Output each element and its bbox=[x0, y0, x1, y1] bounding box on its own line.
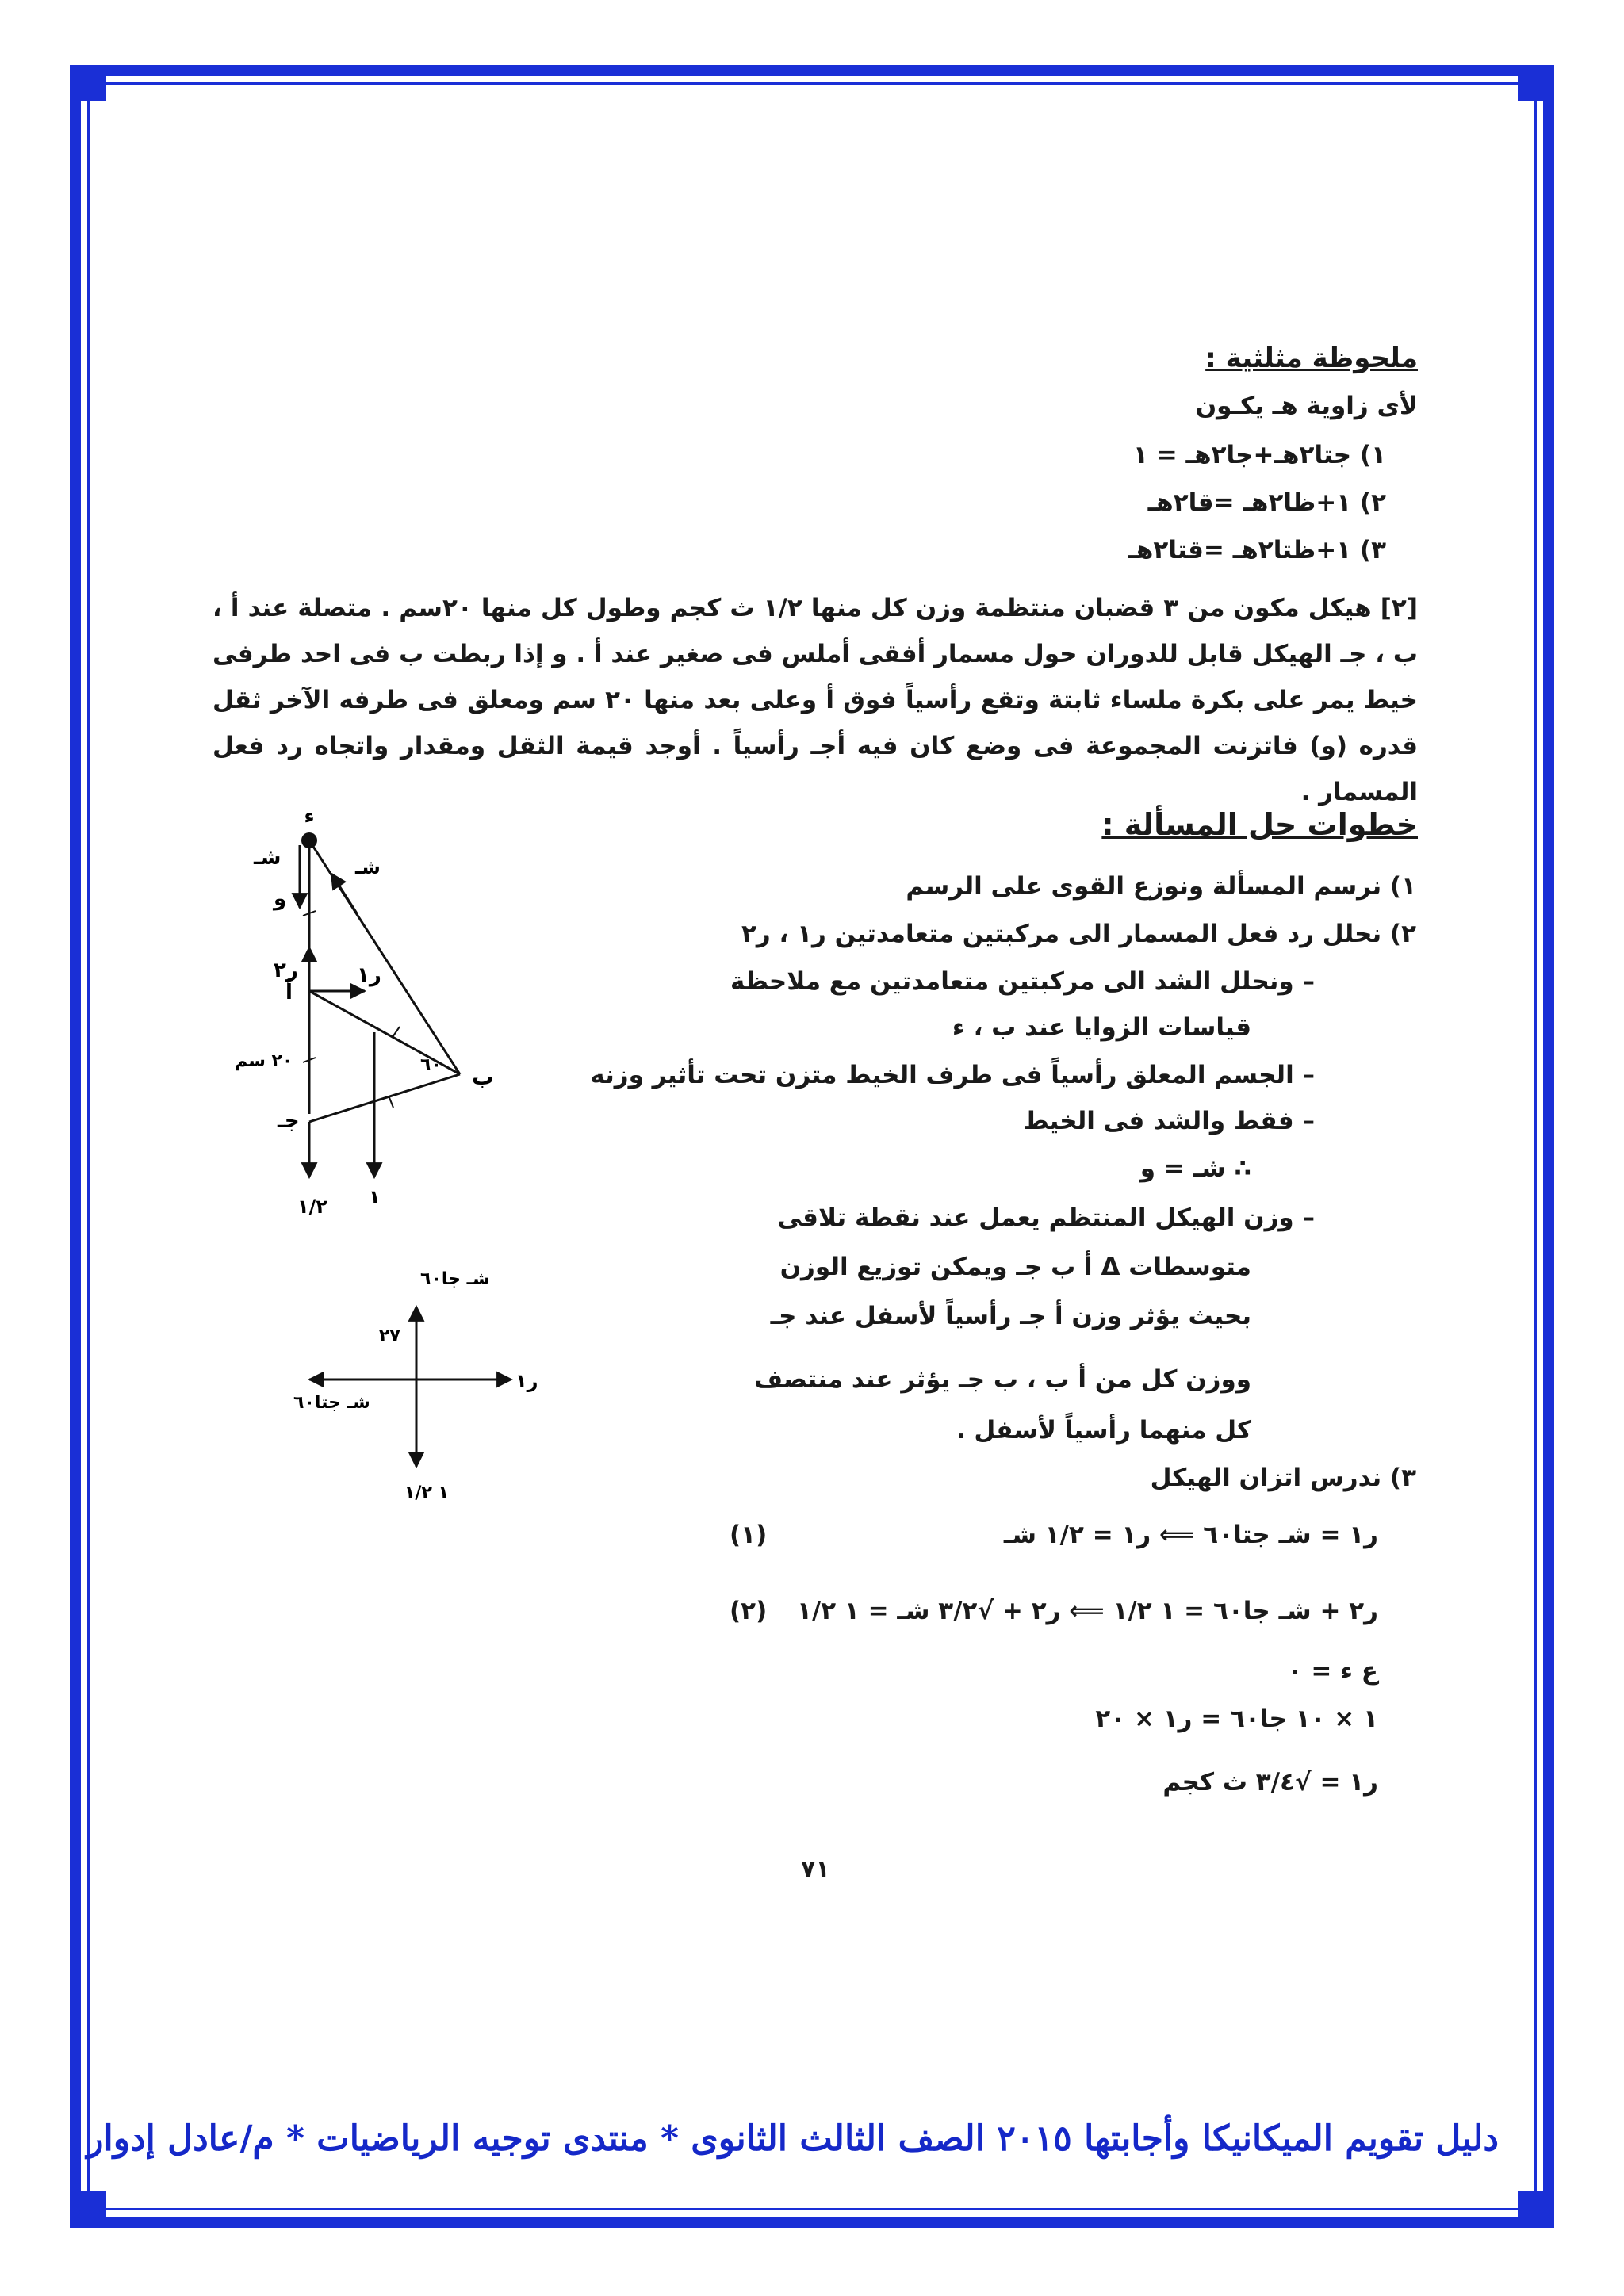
step-3: ٣) ندرس اتزان الهيكل bbox=[1150, 1464, 1416, 1492]
label-top-point: ء bbox=[304, 805, 315, 828]
label-right: ر١ bbox=[515, 1370, 538, 1392]
step-2c-cont1: متوسطات Δ أ ب جـ ويمكن توزيع الوزن bbox=[779, 1253, 1251, 1281]
equation-1: ر١ = شـ جتا٦٠ ⟸ ر١ = ١/٢ شـ bbox=[1003, 1521, 1378, 1549]
step-1: ١) نرسم المسألة ونوزع القوى على الرسم bbox=[906, 872, 1416, 901]
identity-1: ١) جتا٢هـ+جا٢هـ = ١ bbox=[1133, 441, 1386, 469]
problem-text: [٢] هيكل مكون من ٣ قضبان منتظمة وزن كل منها ١/٢ ث كجم وطول كل منها ٢٠سم . متصلة عند أ ، ب ، جـ الهيكل قابل للدوران حول مسمار أفقى أملس فى صغير عند أ . و إذا ربطت ب فى احد طرفى خيط يمر على بكرة ملساء ثابتة وتقع رأسياً فوق أ وعلى بعد منها ٢٠ سم ومعلق فى طرفه الآخر ثقل قدره (و) فاتزنت المجموعة فى وضع كان فيه أجـ رأسياً . أوجد قيمة الثقل ومقدار واتجاه رد فعل المسمار . bbox=[213, 594, 1418, 806]
label-load-one: ١ bbox=[369, 1186, 381, 1208]
label-up-value: ٢٧ bbox=[379, 1326, 400, 1346]
step-2a: – ونحلل الشد الى مركبتين متعامدتين مع ملاحظة bbox=[730, 967, 1315, 996]
step-2c-cont3: ووزن كل من أ ب ، ب جـ يؤثر عند منتصف bbox=[754, 1365, 1251, 1394]
step-2a-cont: قياسات الزوايا عند ب ، ء bbox=[952, 1013, 1251, 1042]
label-down: ١ ١/٢ bbox=[404, 1483, 449, 1503]
label-weight-w: و bbox=[274, 887, 287, 911]
label-angle: ٦٠ bbox=[420, 1055, 442, 1075]
identity-2: ٢) ١+ظا٢هـ =قا٢هـ bbox=[1147, 488, 1386, 517]
equation-2: ر٢ + شـ جا٦٠ = ١ ١/٢ ⟸ ر٢ + √٣/٢ شـ = ١ ١/٢ bbox=[796, 1597, 1378, 1625]
label-up-top: شـ جا٦٠ bbox=[420, 1269, 490, 1289]
note-title: ملحوظة مثلثية : bbox=[1205, 342, 1418, 374]
step-2c-cont4: كل منهما رأسياً لأسفل . bbox=[956, 1416, 1251, 1445]
page-number: ٧١ bbox=[801, 1855, 830, 1883]
label-point-j: جـ bbox=[278, 1109, 300, 1133]
label-length: ٢٠ سم bbox=[235, 1051, 293, 1071]
equation-2-number: (٢) bbox=[730, 1597, 768, 1625]
step-2b-cont: – فقط والشد فى الخيط bbox=[1023, 1107, 1315, 1135]
step-2: ٢) نحلل رد فعل المسمار الى مركبتين متعامدتين ر١ ، ر٢ bbox=[741, 920, 1416, 948]
equation-5: ر١ = √٣/٤ ث كجم bbox=[1162, 1768, 1378, 1797]
equation-1-number: (١) bbox=[730, 1521, 768, 1549]
solution-heading: خطوات حل المسألة : bbox=[1101, 807, 1418, 842]
label-tension-left: شـ bbox=[254, 846, 282, 870]
step-2b: – الجسم المعلق رأسياً فى طرف الخيط متزن تحت تأثير وزنه bbox=[590, 1061, 1315, 1089]
equation-4: ١ × ١٠ جا٦٠ = ر١ × ٢٠ bbox=[1095, 1705, 1378, 1733]
note-intro: لأى زاوية هـ يكـون bbox=[1195, 392, 1418, 420]
step-therefore: ∴ شـ = و bbox=[1139, 1154, 1251, 1183]
label-load-half: ١/٢ bbox=[297, 1196, 328, 1218]
label-r1: ر١ bbox=[357, 963, 381, 987]
equation-3: ع ء = ٠ bbox=[1287, 1657, 1378, 1686]
label-left: شـ جتا٦٠ bbox=[293, 1393, 370, 1413]
label-r2: ر٢ bbox=[274, 959, 298, 982]
identity-3: ٣) ١+ظتا٢هـ =قتا٢هـ bbox=[1128, 536, 1386, 564]
label-tension-diag: شـ bbox=[355, 856, 381, 878]
components-diagram bbox=[278, 1261, 555, 1538]
tension-arrow bbox=[331, 874, 357, 913]
force-diagram bbox=[230, 801, 563, 1229]
step-2c-cont2: بحيث يؤثر وزن أ جـ رأسياً لأسفل عند جـ bbox=[770, 1302, 1251, 1330]
step-2c: – وزن الهيكل المنتظم يعمل عند نقطة تلاقى bbox=[777, 1203, 1315, 1232]
label-point-a: أ bbox=[285, 981, 293, 1004]
label-point-b: ب bbox=[472, 1064, 495, 1090]
footer-credit: دليل تقويم الميكانيكا وأجابتها ٢٠١٥ الصف الثالث الثانوى * منتدى توجيه الرياضيات * م/عادل إدوار bbox=[86, 2118, 1499, 2159]
